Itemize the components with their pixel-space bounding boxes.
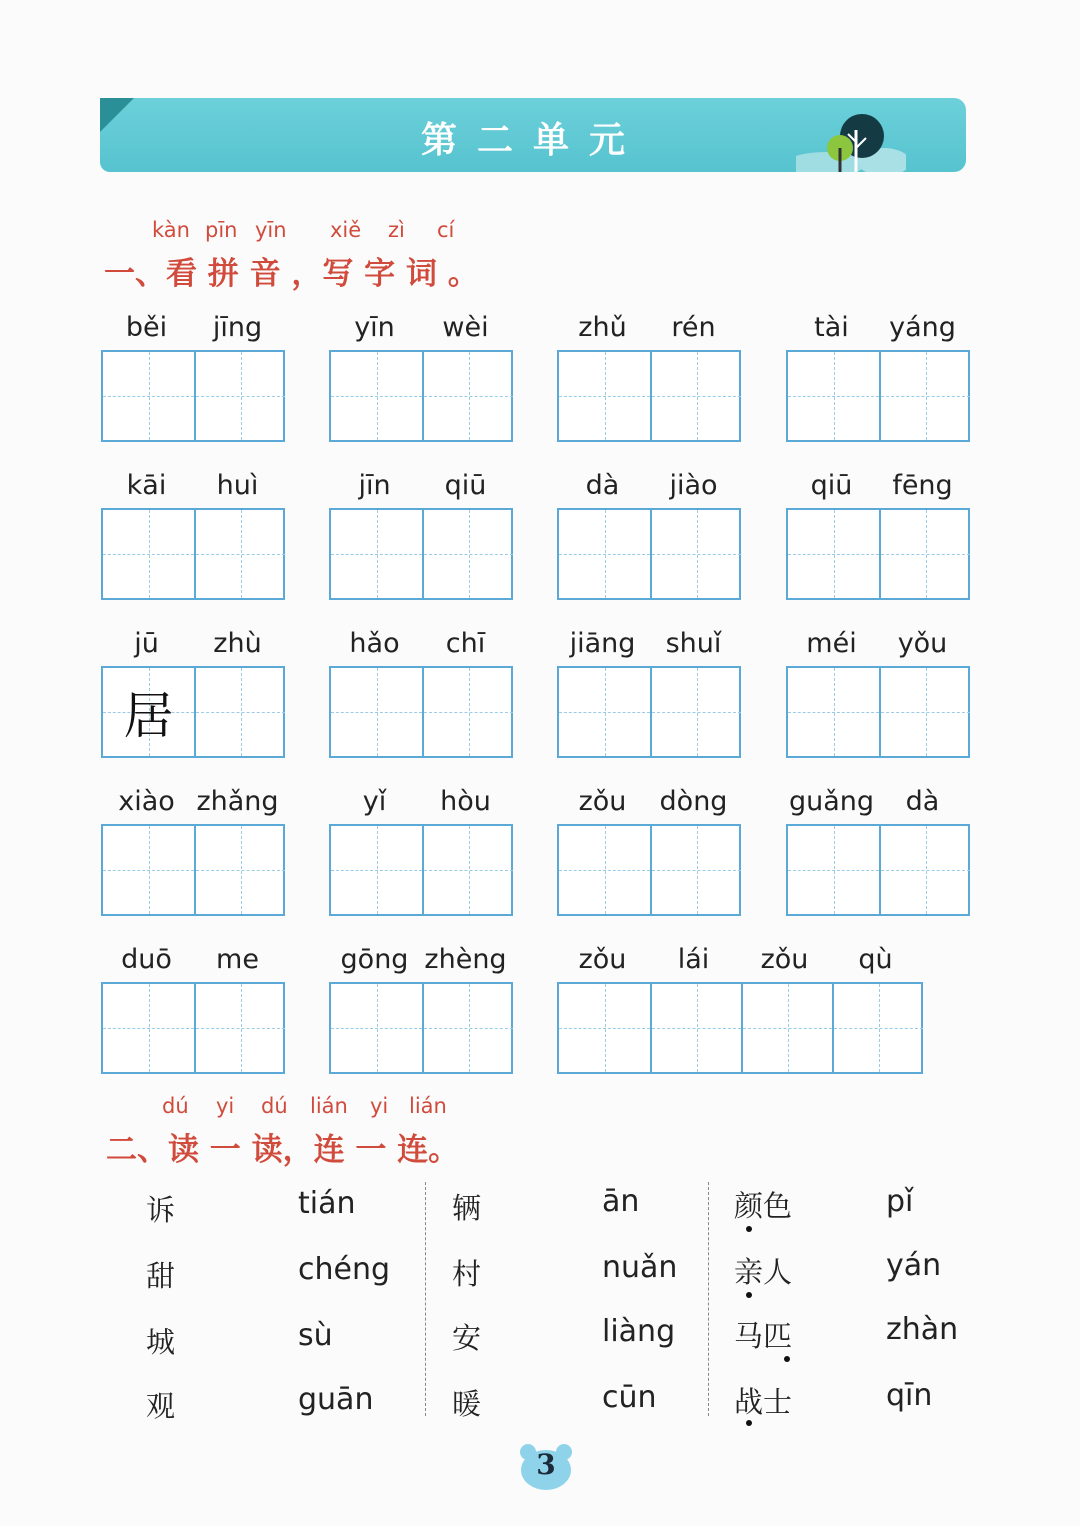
tianzige-cell[interactable]: [194, 668, 285, 756]
emphasis-dot: [746, 1420, 752, 1426]
match-pinyin: qīn: [886, 1378, 933, 1413]
section1-heading: [104, 218, 524, 292]
tianzige-cell[interactable]: [559, 668, 650, 756]
tianzige-cell[interactable]: [559, 352, 650, 440]
guide-line: [926, 352, 927, 440]
written-character: 居: [123, 687, 174, 745]
guide-line: [926, 510, 927, 598]
tianzige-cell[interactable]: [788, 668, 879, 756]
tianzige-cell[interactable]: [879, 668, 970, 756]
word-pinyin: běi: [125, 312, 168, 343]
tianzige-box[interactable]: [329, 982, 513, 1074]
word-pinyin: gōng: [340, 944, 409, 975]
word-pinyin: dà: [905, 786, 940, 817]
word-pinyin: jīng: [212, 312, 263, 343]
tianzige-box[interactable]: [557, 982, 923, 1074]
guide-line: [469, 984, 470, 1072]
word-pinyin: yáng: [889, 312, 956, 343]
word-pinyin: lái: [677, 944, 710, 975]
tianzige-box[interactable]: [329, 666, 513, 758]
word-pinyin: yīn: [354, 312, 395, 343]
match-char: 甜: [146, 1259, 176, 1293]
tianzige-box[interactable]: [786, 824, 970, 916]
match-word: 颜色: [734, 1189, 793, 1223]
tianzige-cell[interactable]: [194, 510, 285, 598]
section1-label: 一、看 拼 音 ，写 字 词 。: [104, 256, 479, 292]
tianzige-box[interactable]: [329, 350, 513, 442]
guide-line: [605, 984, 606, 1072]
word-pinyin: dà: [585, 470, 620, 501]
guide-line: [879, 984, 880, 1072]
tianzige-cell[interactable]: [194, 984, 285, 1072]
heading-pinyin: dú: [261, 1094, 288, 1118]
match-pinyin: ān: [602, 1184, 640, 1219]
word-pinyin: rén: [671, 312, 716, 343]
guide-line: [926, 826, 927, 914]
emphasis-dot: [746, 1292, 752, 1298]
unit-banner: [100, 98, 966, 172]
match-char: 安: [452, 1321, 482, 1355]
guide-line: [377, 668, 378, 756]
word-pinyin: tài: [814, 312, 849, 343]
tianzige-cell[interactable]: [650, 510, 741, 598]
match-pinyin: liàng: [602, 1314, 676, 1349]
guide-line: [697, 352, 698, 440]
tianzige-cell[interactable]: [650, 984, 741, 1072]
guide-line: [377, 352, 378, 440]
tianzige-cell[interactable]: [422, 510, 513, 598]
word-pinyin: guǎng: [788, 786, 875, 817]
tianzige-cell[interactable]: [331, 510, 422, 598]
guide-line: [926, 668, 927, 756]
tianzige-box[interactable]: [786, 508, 970, 600]
word-pinyin: shuǐ: [665, 628, 722, 659]
tianzige-cell[interactable]: [331, 826, 422, 914]
tianzige-cell[interactable]: [879, 826, 970, 914]
tianzige-cell[interactable]: [879, 352, 970, 440]
word-pinyin: jiāng: [569, 628, 636, 659]
tianzige-box[interactable]: [101, 350, 285, 442]
guide-line: [697, 984, 698, 1072]
match-char: 村: [452, 1257, 482, 1291]
match-char: 观: [146, 1389, 176, 1423]
guide-line: [605, 510, 606, 598]
heading-pinyin: lián: [310, 1094, 348, 1118]
guide-line: [149, 352, 150, 440]
guide-line: [605, 826, 606, 914]
word-pinyin: méi: [806, 628, 857, 659]
tree-icon: [796, 108, 906, 172]
guide-line: [834, 510, 835, 598]
word-pinyin: zhù: [213, 628, 262, 659]
tianzige-cell[interactable]: [422, 352, 513, 440]
match-char: 城: [146, 1325, 176, 1359]
word-pinyin: zǒu: [760, 944, 809, 975]
word-pinyin: jū: [134, 628, 159, 659]
guide-line: [697, 510, 698, 598]
tianzige-cell[interactable]: [559, 826, 650, 914]
tianzige-cell[interactable]: [103, 510, 194, 598]
word-pinyin: zǒu: [578, 786, 627, 817]
tianzige-cell[interactable]: [194, 826, 285, 914]
tianzige-cell[interactable]: [879, 510, 970, 598]
word-pinyin: me: [216, 944, 259, 975]
tianzige-cell[interactable]: [422, 668, 513, 756]
match-pinyin: chéng: [298, 1252, 391, 1287]
guide-line: [149, 510, 150, 598]
column-divider: [425, 1182, 426, 1416]
guide-line: [834, 352, 835, 440]
tianzige-box[interactable]: [786, 350, 970, 442]
word-pinyin: zhèng: [424, 944, 507, 975]
word-pinyin: zhǎng: [196, 786, 279, 817]
tianzige-box[interactable]: [101, 508, 285, 600]
unit-title: 第二单元: [420, 120, 645, 161]
guide-line: [377, 510, 378, 598]
tianzige-box[interactable]: [329, 508, 513, 600]
tianzige-cell[interactable]: [788, 352, 879, 440]
tianzige-cell[interactable]: [741, 984, 832, 1072]
word-pinyin: xiào: [118, 786, 175, 817]
heading-pinyin: cí: [437, 218, 455, 242]
emphasis-dot: [784, 1356, 790, 1362]
match-pinyin: nuǎn: [602, 1250, 678, 1285]
match-word: 马匹: [734, 1319, 793, 1353]
tianzige-cell[interactable]: [103, 984, 194, 1072]
word-pinyin: huì: [216, 470, 259, 501]
heading-pinyin: dú: [162, 1094, 189, 1118]
section2-heading: [106, 1094, 526, 1168]
tianzige-cell[interactable]: [194, 352, 285, 440]
word-pinyin: qù: [858, 944, 893, 975]
tianzige-box[interactable]: [557, 824, 741, 916]
word-pinyin: chī: [445, 628, 486, 659]
word-pinyin: hǎo: [349, 628, 400, 659]
guide-line: [605, 668, 606, 756]
match-pinyin: yán: [886, 1248, 942, 1283]
match-pinyin: cūn: [602, 1380, 657, 1415]
tianzige-cell[interactable]: [559, 984, 650, 1072]
tianzige-cell[interactable]: [788, 826, 879, 914]
match-char: 诉: [146, 1193, 176, 1227]
heading-pinyin: lián: [409, 1094, 447, 1118]
word-pinyin: yǐ: [362, 786, 387, 817]
guide-line: [834, 826, 835, 914]
tianzige-box[interactable]: [329, 824, 513, 916]
tianzige-cell[interactable]: [422, 984, 513, 1072]
tianzige-cell[interactable]: [103, 668, 194, 756]
guide-line: [241, 668, 242, 756]
word-pinyin: zǒu: [578, 944, 627, 975]
match-pinyin: sù: [298, 1318, 333, 1353]
guide-line: [469, 352, 470, 440]
match-char: 暖: [452, 1387, 482, 1421]
tianzige-cell[interactable]: [331, 352, 422, 440]
match-word: 战士: [734, 1385, 793, 1419]
tianzige-cell[interactable]: [331, 984, 422, 1072]
guide-line: [149, 826, 150, 914]
heading-pinyin: kàn: [152, 218, 190, 242]
tianzige-cell[interactable]: [559, 510, 650, 598]
tianzige-cell[interactable]: [422, 826, 513, 914]
guide-line: [469, 510, 470, 598]
word-pinyin: hòu: [440, 786, 491, 817]
tianzige-box[interactable]: [101, 982, 285, 1074]
guide-line: [241, 352, 242, 440]
word-pinyin: yǒu: [897, 628, 948, 659]
guide-line: [241, 510, 242, 598]
column-divider: [708, 1182, 709, 1416]
word-pinyin: dòng: [659, 786, 728, 817]
guide-line: [469, 668, 470, 756]
heading-pinyin: zì: [388, 218, 405, 242]
word-pinyin: zhǔ: [578, 312, 627, 343]
guide-line: [697, 668, 698, 756]
guide-line: [605, 352, 606, 440]
tianzige-cell[interactable]: [650, 826, 741, 914]
match-pinyin: guān: [298, 1382, 374, 1417]
word-pinyin: qiū: [444, 470, 487, 501]
word-pinyin: jiào: [669, 470, 718, 501]
guide-line: [377, 826, 378, 914]
tianzige-cell[interactable]: [650, 668, 741, 756]
match-char: 辆: [452, 1191, 482, 1225]
match-word: 亲人: [734, 1255, 793, 1289]
section2-label: 二、读 一 读，连 一 连。: [106, 1132, 460, 1168]
word-pinyin: fēng: [892, 470, 953, 501]
guide-line: [788, 984, 789, 1072]
heading-pinyin: xiě: [330, 218, 362, 242]
word-pinyin: duō: [121, 944, 172, 975]
tianzige-box[interactable]: [557, 666, 741, 758]
match-pinyin: pǐ: [886, 1184, 914, 1219]
tianzige-box[interactable]: [786, 666, 970, 758]
banner-corner-fold: [100, 98, 134, 132]
word-pinyin: qiū: [810, 470, 853, 501]
word-pinyin: wèi: [442, 312, 489, 343]
heading-pinyin: yi: [370, 1094, 389, 1118]
tianzige-box[interactable]: [557, 350, 741, 442]
guide-line: [377, 984, 378, 1072]
word-pinyin: kāi: [126, 470, 167, 501]
match-pinyin: zhàn: [886, 1312, 959, 1347]
heading-pinyin: yi: [216, 1094, 235, 1118]
guide-line: [241, 984, 242, 1072]
tianzige-cell[interactable]: [331, 668, 422, 756]
guide-line: [469, 826, 470, 914]
tianzige-cell[interactable]: [788, 510, 879, 598]
guide-line: [697, 826, 698, 914]
tianzige-box[interactable]: [101, 666, 285, 758]
page-number: 3: [536, 1448, 556, 1481]
guide-line: [834, 668, 835, 756]
tianzige-cell[interactable]: [103, 826, 194, 914]
heading-pinyin: pīn: [205, 218, 238, 242]
tianzige-cell[interactable]: [832, 984, 923, 1072]
tianzige-box[interactable]: [557, 508, 741, 600]
tianzige-box[interactable]: [101, 824, 285, 916]
guide-line: [149, 984, 150, 1072]
tianzige-cell[interactable]: [103, 352, 194, 440]
tianzige-cell[interactable]: [650, 352, 741, 440]
emphasis-dot: [746, 1226, 752, 1232]
match-pinyin: tián: [298, 1186, 356, 1221]
heading-pinyin: yīn: [255, 218, 287, 242]
word-pinyin: jīn: [358, 470, 391, 501]
guide-line: [241, 826, 242, 914]
